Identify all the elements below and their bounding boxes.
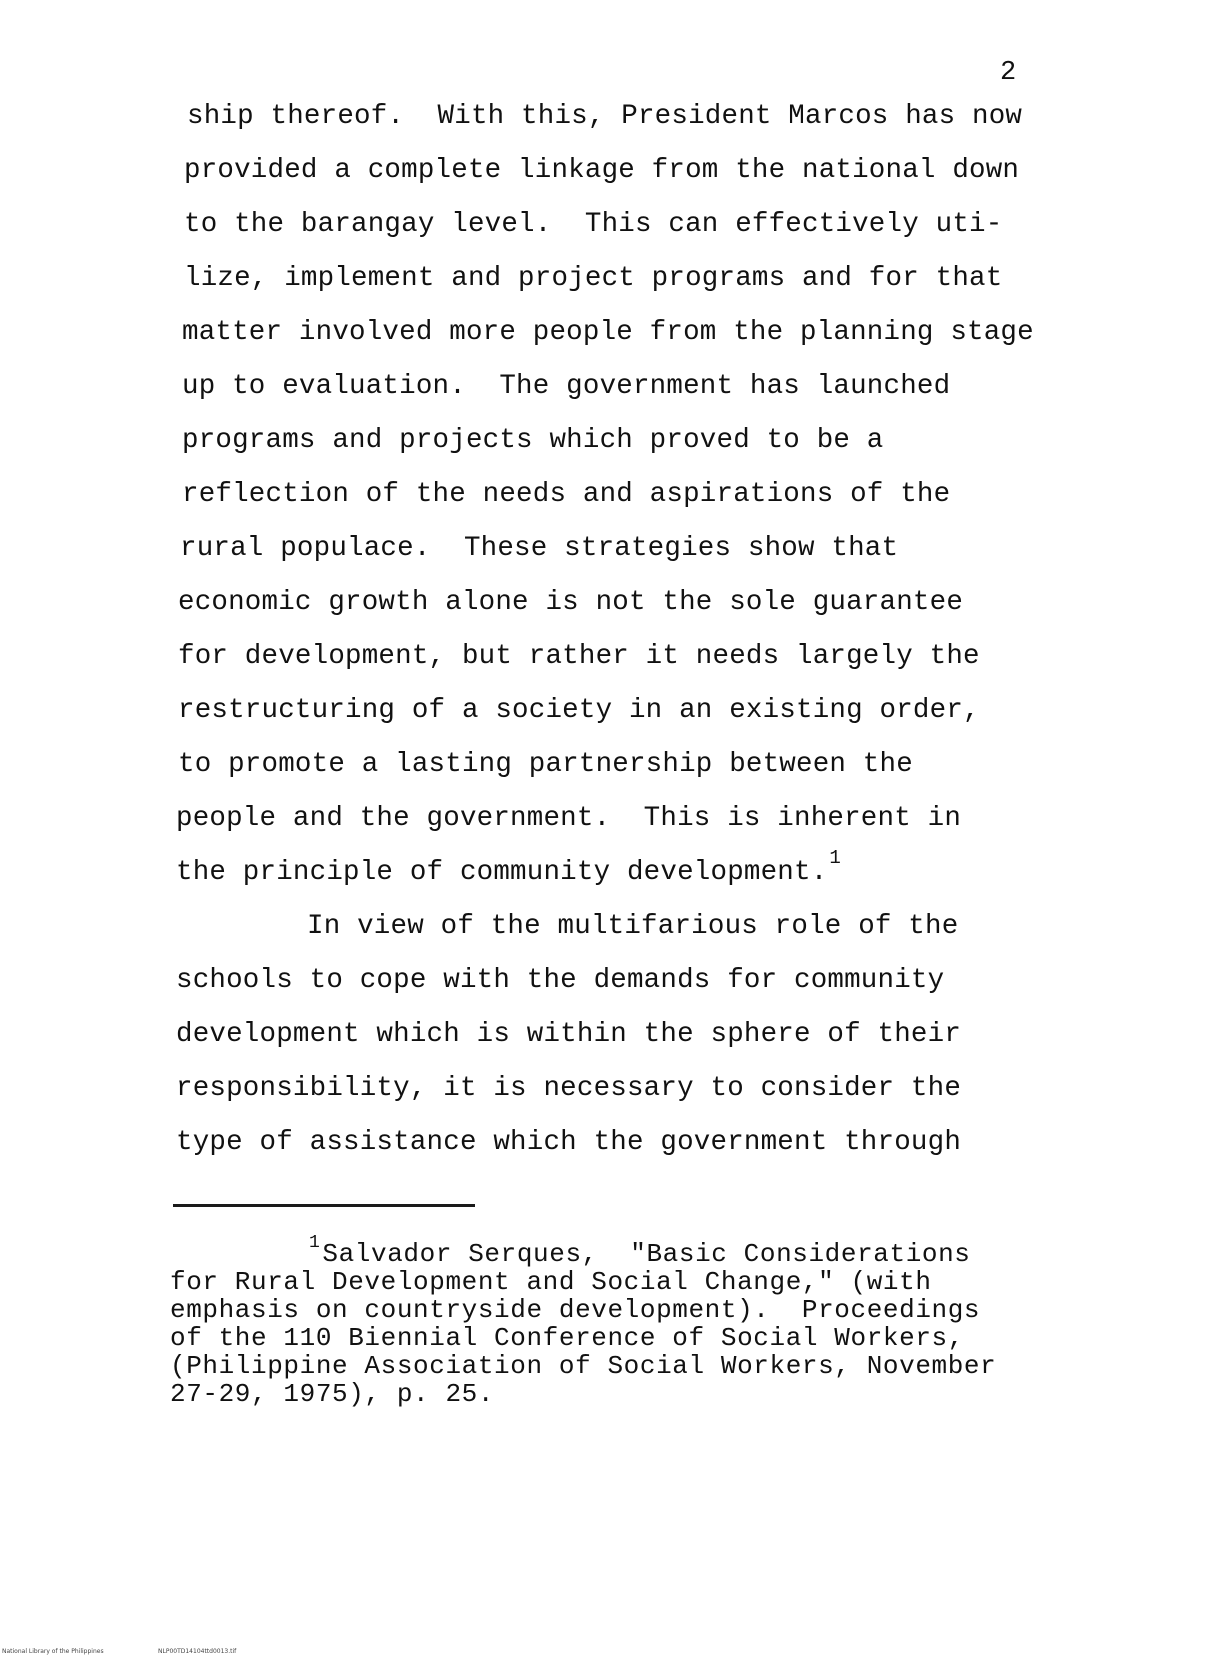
footnote-line: emphasis on countryside development). Proceedings <box>170 1295 981 1325</box>
footer-source: National Library of the Philippines <box>2 1648 104 1655</box>
body-line: up to evaluation. The government has launched <box>182 371 951 402</box>
footnote-line: of the 110 Biennial Conference of Social Workers, <box>170 1323 964 1353</box>
body-line-text: the principle of community development. <box>176 857 828 888</box>
footnote-reference: 1 <box>829 847 842 869</box>
footnote-text: Salvador Serques, "Basic Considerations <box>322 1239 971 1269</box>
body-line: people and the government. This is inherent in <box>176 803 962 834</box>
body-line: schools to cope with the demands for community <box>176 965 945 996</box>
body-line: In view of the multifarious role of the <box>307 911 959 942</box>
body-line: for development, but rather it needs largely the <box>178 641 980 672</box>
body-line: rural populace. These strategies show that <box>180 533 899 564</box>
body-line: provided a complete linkage from the national down <box>184 155 1020 186</box>
body-line: restructuring of a society in an existing order, <box>178 695 980 726</box>
footer-filename: NLP00TD14104ttd0013.tif <box>158 1648 237 1655</box>
body-line: type of assistance which the government through <box>176 1127 962 1158</box>
body-line: ship thereof. With this, President Marcos has now <box>187 101 1023 132</box>
body-line: development which is within the sphere of their <box>176 1019 962 1050</box>
footnote-line: (Philippine Association of Social Workers, November <box>170 1351 997 1381</box>
footnote-line: 27-29, 1975), p. 25. <box>170 1379 495 1409</box>
body-line: economic growth alone is not the sole guarantee <box>178 587 964 618</box>
body-line: to the barangay level. This can effectively uti- <box>184 209 1003 240</box>
body-line-with-footnote <box>176 847 842 890</box>
body-line: matter involved more people from the planning stage <box>182 317 1034 348</box>
body-line: responsibility, it is necessary to consider the <box>176 1073 962 1104</box>
footnote-separator <box>173 1204 475 1207</box>
body-line: reflection of the needs and aspirations of the <box>182 479 951 510</box>
body-line: programs and projects which proved to be a <box>182 425 884 456</box>
footnote-line: for Rural Development and Social Change," (with <box>170 1267 932 1297</box>
page-number: 2 <box>1000 58 1017 88</box>
body-line: to promote a lasting partnership between the <box>178 749 913 780</box>
body-line: lize, implement and project programs and for that <box>184 263 1003 294</box>
footnote-marker: 1 <box>309 1233 321 1253</box>
